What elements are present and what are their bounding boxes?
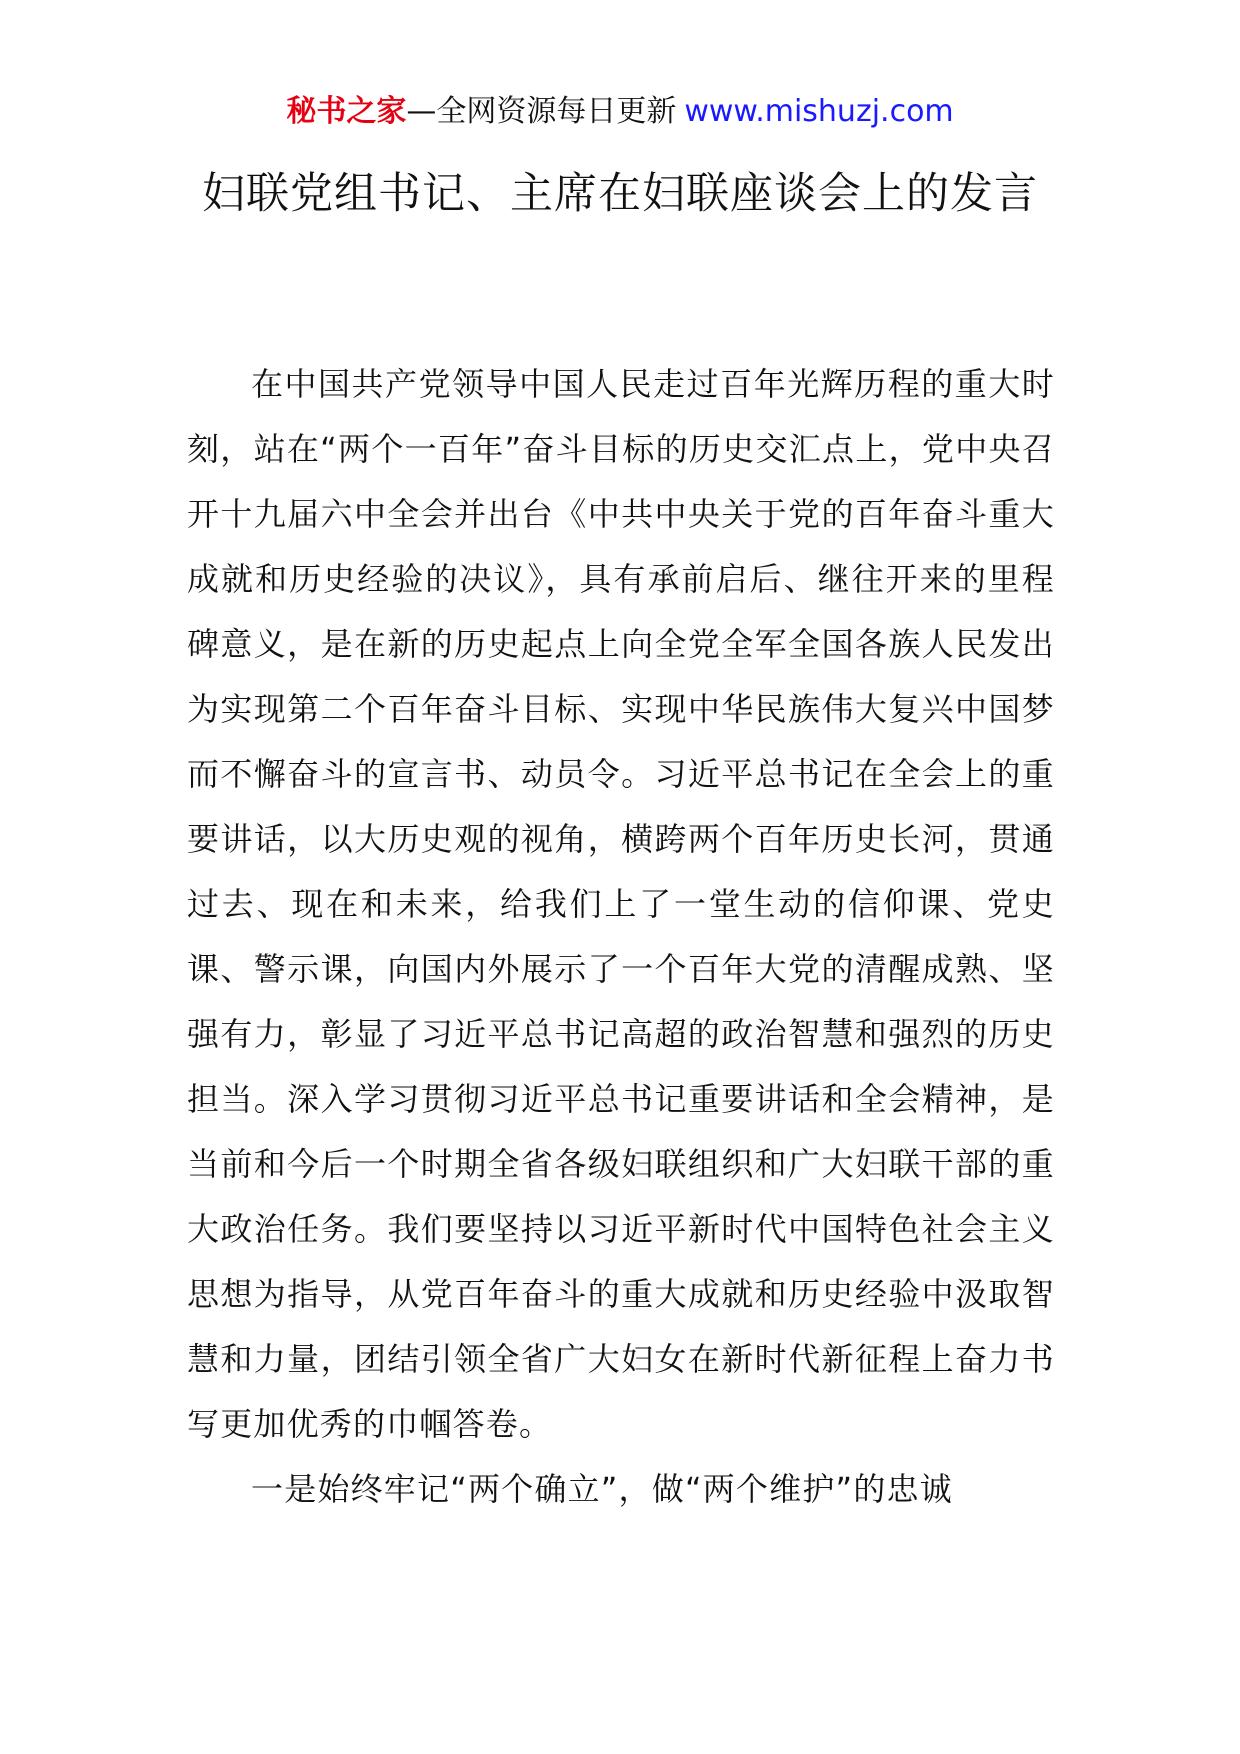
site-url-link[interactable]: www.mishuzj.com bbox=[684, 94, 954, 129]
body-paragraph-intro: 在中国共产党领导中国人民走过百年光辉历程的重大时刻，站在“两个一百年”奋斗目标的历史交汇点上，党中央召开十九届六中全会并出台《中共中央关于党的百年奋斗重大成就和历史经验的决议》，具有承前启后、继往开来的里程碑意义，是在新的历史起点上向全党全军全国各族人民发出为实现第二个百年奋斗目标、实现中华民族伟大复兴中国梦而不懈奋斗的宣言书、动员令。习近平总书记在全会上的重要讲话，以大历史观的视角，横跨两个百年历史长河，贯通过去、现在和未来，给我们上了一堂生动的信仰课、党史课、警示课，向国内外展示了一个百年大党的清醒成熟、坚强有力，彰显了习近平总书记高超的政治智慧和强烈的历史担当。深入学习贯彻习近平总书记重要讲话和全会精神，是当前和今后一个时期全省各级妇联组织和广大妇联干部的重大政治任务。我们要坚持以习近平新时代中国特色社会主义思想为指导，从党百年奋斗的重大成就和历史经验中汲取智慧和力量，团结引领全省广大妇女在新时代新征程上奋力书写更加优秀的巾帼答卷。 bbox=[187, 365, 1055, 1443]
document-body bbox=[187, 352, 1055, 1522]
body-paragraph-point-one: 一是始终牢记“两个确立”，做“两个维护”的忠诚 bbox=[251, 1470, 953, 1508]
site-brand: 秘书之家 bbox=[286, 94, 407, 129]
site-tagline: —全网资源每日更新 bbox=[406, 94, 677, 129]
site-header bbox=[0, 92, 1240, 132]
document-title: 妇联党组书记、主席在妇联座谈会上的发言 bbox=[202, 169, 1038, 219]
